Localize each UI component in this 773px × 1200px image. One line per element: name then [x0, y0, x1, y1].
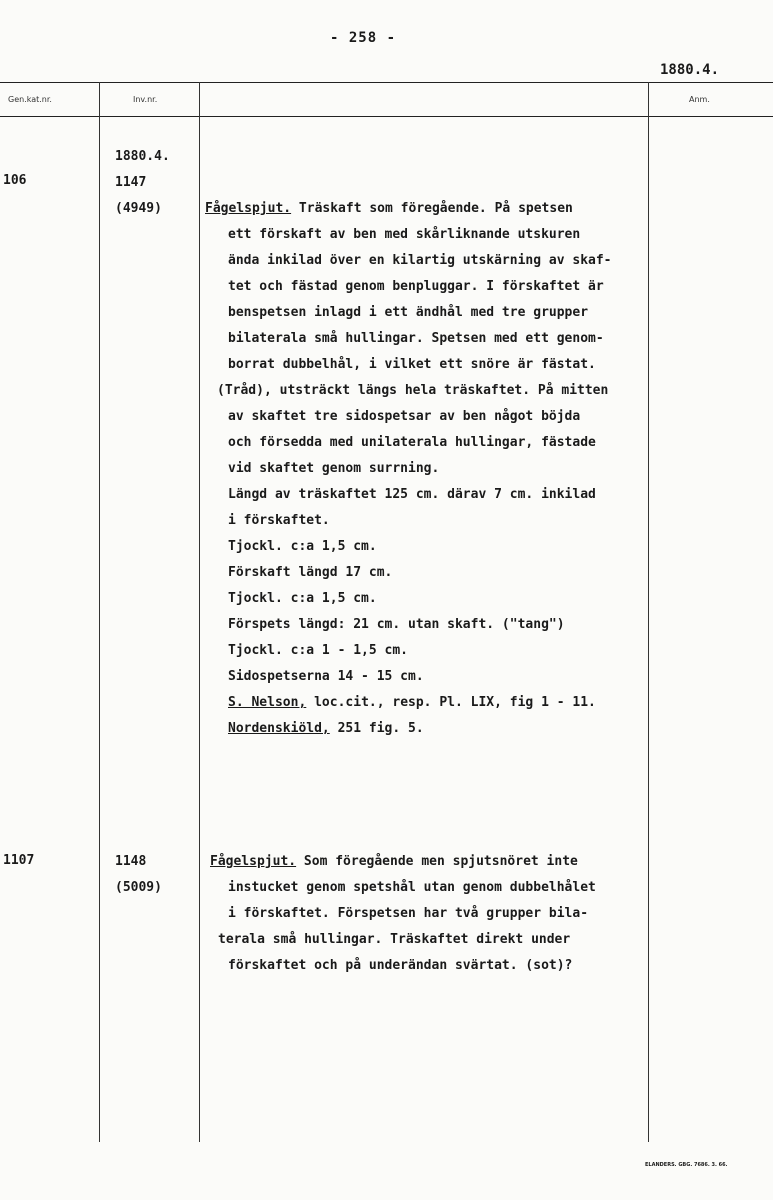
inventory-block: [115, 144, 170, 222]
inventory-line: 1880.4.: [115, 149, 170, 164]
catalog-number: 106: [3, 173, 27, 188]
description-line: bilaterala små hullingar. Spetsen med ett genom-: [228, 331, 604, 346]
header-rule-bottom: [0, 116, 773, 117]
entry-description: [205, 196, 612, 742]
description-line: ända inkilad över en kilartig utskärning av skaf-: [228, 253, 612, 268]
description-line: i förskaftet.: [228, 513, 330, 528]
description-line: av skaftet tre sidospetsar av ben något böjda: [228, 409, 581, 424]
measurement-line: Tjockl. c:a 1,5 cm.: [228, 591, 377, 606]
description-line: förskaftet och på underändan svärtat. (sot)?: [228, 958, 573, 973]
reference-line: Nordenskiöld, 251 fig. 5.: [228, 721, 424, 736]
entry-first-line: Fågelspjut. Som föregående men spjutsnöret inte: [210, 854, 578, 869]
entry-title: Fågelspjut.: [210, 854, 297, 869]
measurement-line: Förspets längd: 21 cm. utan skaft. ("tang"): [228, 617, 565, 632]
inventory-line: 1147: [115, 175, 147, 190]
column-divider-3: [648, 82, 649, 1142]
reference-line: S. Nelson, loc.cit., resp. Pl. LIX, fig 1 - 11.: [228, 695, 596, 710]
description-line: vid skaftet genom surrning.: [228, 461, 440, 476]
reference-author: Nordenskiöld,: [228, 721, 330, 736]
reference-author: S. Nelson,: [228, 695, 307, 710]
entry-description: [210, 849, 596, 979]
measurement-line: Tjockl. c:a 1 - 1,5 cm.: [228, 643, 409, 658]
column-header-inv-nr: Inv.nr.: [133, 95, 158, 104]
description-line: Längd av träskaftet 125 cm. därav 7 cm. inkilad: [228, 487, 596, 502]
measurement-line: Sidospetserna 14 - 15 cm.: [228, 669, 424, 684]
running-header: 1880.4.: [660, 62, 720, 78]
description-line: och försedda med unilaterala hullingar, fästade: [228, 435, 596, 450]
column-header-anm: Anm.: [689, 95, 710, 104]
catalog-number: 1107: [3, 853, 35, 868]
inventory-line: (5009): [115, 880, 162, 895]
description-line: benspetsen inlagd i ett ändhål med tre grupper: [228, 305, 589, 320]
entry-first-line: Fågelspjut. Träskaft som föregående. På spetsen: [205, 201, 573, 216]
printer-mark: ELANDERS. GBG. 7686. 3. 66.: [645, 1162, 728, 1168]
column-divider-2: [199, 82, 200, 1142]
description-line: terala små hullingar. Träskaftet direkt under: [218, 932, 571, 947]
description-line: instucket genom spetshål utan genom dubbelhålet: [228, 880, 596, 895]
header-rule-top: [0, 82, 773, 83]
description-line: i förskaftet. Förspetsen har två grupper bila-: [228, 906, 589, 921]
page-number: - 258 -: [330, 30, 397, 46]
description-line: borrat dubbelhål, i vilket ett snöre är fästat.: [228, 357, 596, 372]
description-line: ett förskaft av ben med skårliknande utskuren: [228, 227, 581, 242]
column-header-gen-kat-nr: Gen.kat.nr.: [8, 95, 52, 104]
inventory-line: 1148: [115, 854, 147, 869]
description-line: tet och fästad genom benpluggar. I förskaftet är: [228, 279, 604, 294]
column-divider-1: [99, 82, 100, 1142]
entry-title: Fågelspjut.: [205, 201, 292, 216]
measurement-line: Förskaft längd 17 cm.: [228, 565, 393, 580]
measurement-line: Tjockl. c:a 1,5 cm.: [228, 539, 377, 554]
inventory-block: [115, 849, 162, 901]
inventory-line: (4949): [115, 201, 162, 216]
description-line: (Tråd), utsträckt längs hela träskaftet. På mitten: [217, 383, 609, 398]
